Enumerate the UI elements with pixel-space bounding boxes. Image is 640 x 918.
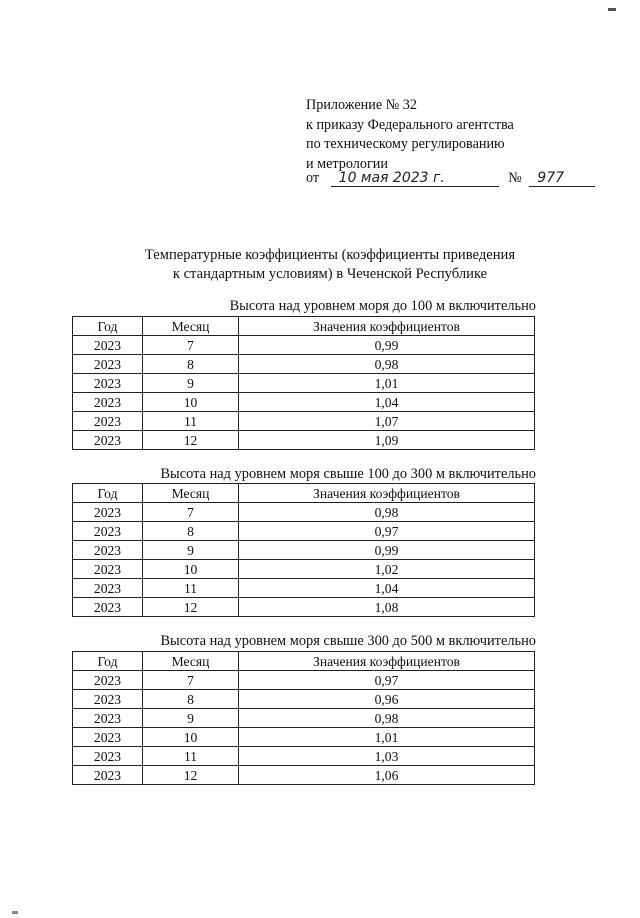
cell-year: 2023 — [73, 393, 143, 412]
cell-value: 1,04 — [239, 579, 535, 598]
number-label: № — [508, 170, 522, 186]
header-value: Значения коэффициентов — [239, 317, 535, 336]
cell-value: 1,07 — [239, 412, 535, 431]
cell-year: 2023 — [73, 560, 143, 579]
table-row — [73, 393, 535, 412]
coefficients-table — [72, 651, 535, 785]
cell-year: 2023 — [73, 747, 143, 766]
cell-value: 1,02 — [239, 560, 535, 579]
order-date-number — [306, 170, 595, 187]
cell-value: 1,09 — [239, 431, 535, 450]
cell-value: 0,99 — [239, 336, 535, 355]
cell-year: 2023 — [73, 766, 143, 785]
cell-month: 8 — [143, 690, 239, 709]
header-value: Значения коэффициентов — [239, 652, 535, 671]
cell-value: 0,96 — [239, 690, 535, 709]
table-row — [73, 579, 535, 598]
cell-value: 0,97 — [239, 522, 535, 541]
table-row — [73, 560, 535, 579]
header-year: Год — [73, 484, 143, 503]
cell-month: 7 — [143, 503, 239, 522]
cell-month: 12 — [143, 431, 239, 450]
cell-year: 2023 — [73, 522, 143, 541]
cell-value: 1,01 — [239, 728, 535, 747]
cell-value: 1,03 — [239, 747, 535, 766]
cell-month: 11 — [143, 579, 239, 598]
table-row — [73, 728, 535, 747]
cell-year: 2023 — [73, 374, 143, 393]
cell-value: 1,01 — [239, 374, 535, 393]
cell-value: 0,97 — [239, 671, 535, 690]
cell-month: 12 — [143, 598, 239, 617]
cell-year: 2023 — [73, 728, 143, 747]
cell-month: 9 — [143, 374, 239, 393]
cell-month: 10 — [143, 393, 239, 412]
cell-value: 0,99 — [239, 541, 535, 560]
table-caption: Высота над уровнем моря свыше 300 до 500 м включительно — [160, 633, 536, 649]
table-row — [73, 671, 535, 690]
table-header-row — [73, 652, 535, 671]
cell-month: 8 — [143, 355, 239, 374]
cell-year: 2023 — [73, 355, 143, 374]
cell-year: 2023 — [73, 503, 143, 522]
cell-year: 2023 — [73, 541, 143, 560]
order-reference-line3: и метрологии — [306, 155, 388, 172]
appendix-header — [306, 96, 514, 174]
table-caption: Высота над уровнем моря до 100 м включительно — [229, 298, 536, 314]
cell-year: 2023 — [73, 431, 143, 450]
table-row — [73, 374, 535, 393]
table-row — [73, 747, 535, 766]
cell-year: 2023 — [73, 412, 143, 431]
appendix-number: Приложение № 32 — [306, 97, 417, 113]
cell-year: 2023 — [73, 579, 143, 598]
cell-year: 2023 — [73, 709, 143, 728]
table-row — [73, 598, 535, 617]
cell-month: 9 — [143, 541, 239, 560]
table-row — [73, 336, 535, 355]
cell-month: 7 — [143, 671, 239, 690]
cell-value: 0,98 — [239, 355, 535, 374]
handwritten-number: 977 — [529, 171, 595, 187]
table-row — [73, 690, 535, 709]
cell-year: 2023 — [73, 598, 143, 617]
table-row — [73, 522, 535, 541]
header-year: Год — [73, 652, 143, 671]
table-header-row — [73, 317, 535, 336]
from-label: от — [306, 170, 320, 186]
cell-year: 2023 — [73, 336, 143, 355]
title-line-1: Температурные коэффициенты (коэффициенты приведения — [144, 247, 516, 263]
header-month: Месяц — [143, 652, 239, 671]
table-row — [73, 766, 535, 785]
cell-month: 11 — [143, 412, 239, 431]
table-header-row — [73, 484, 535, 503]
document-title — [100, 246, 560, 284]
cell-month: 7 — [143, 336, 239, 355]
cell-value: 1,06 — [239, 766, 535, 785]
cell-month: 10 — [143, 728, 239, 747]
cell-value: 1,04 — [239, 393, 535, 412]
table-row — [73, 709, 535, 728]
order-reference: к приказу Федерального агентства — [306, 116, 514, 133]
cell-month: 12 — [143, 766, 239, 785]
table-row — [73, 503, 535, 522]
cell-value: 1,08 — [239, 598, 535, 617]
title-line-2: к стандартным условиям) в Чеченской Республике — [172, 266, 488, 282]
cell-year: 2023 — [73, 690, 143, 709]
table-row — [73, 412, 535, 431]
order-reference-line2: по техническому регулированию — [306, 136, 505, 152]
table-row — [73, 541, 535, 560]
cell-year: 2023 — [73, 671, 143, 690]
header-value: Значения коэффициентов — [239, 484, 535, 503]
header-month: Месяц — [143, 484, 239, 503]
header-year: Год — [73, 317, 143, 336]
cell-month: 9 — [143, 709, 239, 728]
table-caption: Высота над уровнем моря свыше 100 до 300 м включительно — [160, 466, 536, 482]
cell-value: 0,98 — [239, 503, 535, 522]
cell-month: 11 — [143, 747, 239, 766]
table-row — [73, 355, 535, 374]
header-month: Месяц — [143, 317, 239, 336]
handwritten-date: 10 мая 2023 г. — [331, 171, 499, 187]
table-row — [73, 431, 535, 450]
scan-mark — [12, 911, 18, 914]
coefficients-table — [72, 483, 535, 617]
cell-month: 8 — [143, 522, 239, 541]
cell-value: 0,98 — [239, 709, 535, 728]
coefficients-table — [72, 316, 535, 450]
cell-month: 10 — [143, 560, 239, 579]
scan-mark — [608, 8, 616, 11]
